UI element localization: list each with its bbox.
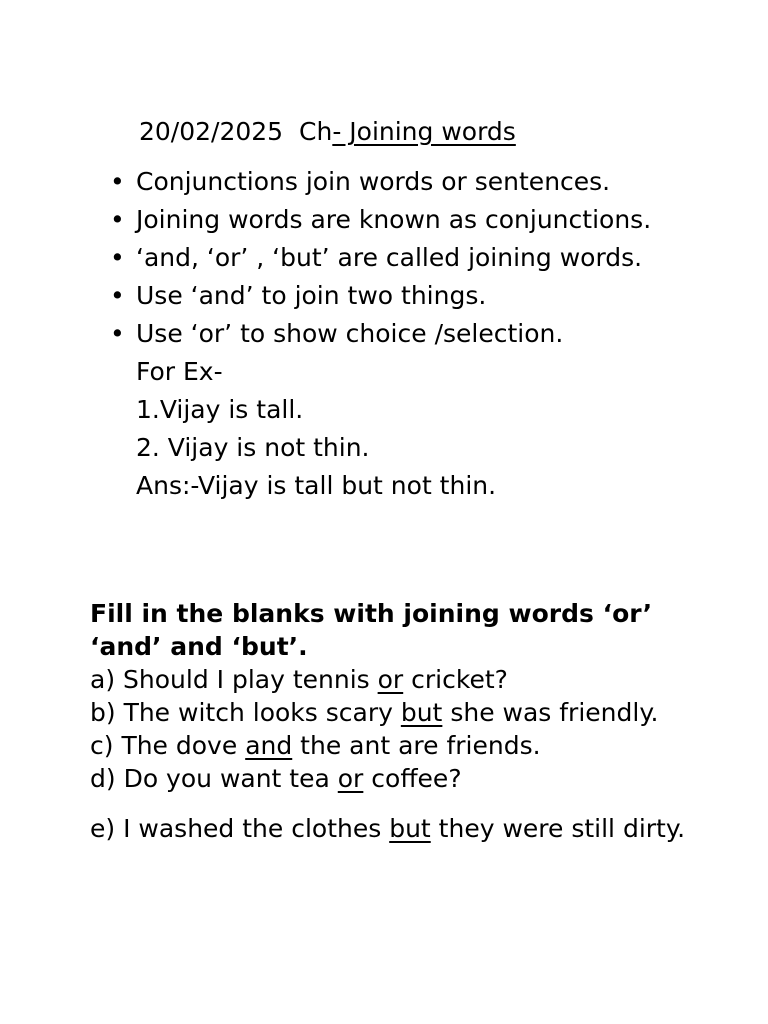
item-text-before: e) I washed the clothes <box>90 814 390 843</box>
exercise-item-a <box>90 663 710 696</box>
note-item: • Use ‘or’ to show choice /selection. <box>136 315 716 353</box>
item-text-after: they were still dirty. <box>430 814 686 843</box>
note-item: • Joining words are known as conjunctions. <box>136 201 716 239</box>
item-text-before: a) Should I play tennis <box>90 665 378 694</box>
item-answer: and <box>245 731 293 760</box>
note-item: • ‘and, ‘or’ , ‘but’ are called joining words. <box>136 239 716 277</box>
item-text-before: c) The dove <box>90 731 246 760</box>
item-text-after: coffee? <box>363 764 462 793</box>
exercise-item-c <box>90 729 710 762</box>
item-answer: or <box>377 665 404 694</box>
item-answer: or <box>337 764 364 793</box>
example-line-1: 1.Vijay is tall. <box>136 395 304 424</box>
item-answer: but <box>389 814 431 843</box>
heading-topic: - Joining words <box>332 117 516 146</box>
note-item: • Use ‘and’ to join two things. <box>136 277 716 315</box>
exercise-item-d <box>90 762 710 795</box>
item-answer: but <box>400 698 443 727</box>
item-text-before: b) The witch looks scary <box>90 698 401 727</box>
exercise-item-b <box>90 696 710 729</box>
exercise-section <box>90 597 710 845</box>
heading-date: 20/02/2025 <box>139 117 284 146</box>
example-label: For Ex- <box>136 357 223 386</box>
example-line-2: 2. Vijay is not thin. <box>136 433 370 462</box>
item-text-after: she was friendly. <box>442 698 659 727</box>
item-text-before: d) Do you want tea <box>90 764 338 793</box>
notes-list <box>136 163 716 505</box>
item-text-after: the ant are friends. <box>292 731 541 760</box>
exercise-item-e <box>90 812 710 845</box>
exercise-title: Fill in the blanks with joining words ‘or’ ‘and’ and ‘but’. <box>90 599 653 661</box>
page-heading <box>139 116 516 148</box>
item-text-after: cricket? <box>403 665 508 694</box>
heading-ch-prefix: Ch <box>299 117 333 146</box>
example-answer: Ans:-Vijay is tall but not thin. <box>136 471 497 500</box>
note-item: • Conjunctions join words or sentences. <box>136 163 716 201</box>
